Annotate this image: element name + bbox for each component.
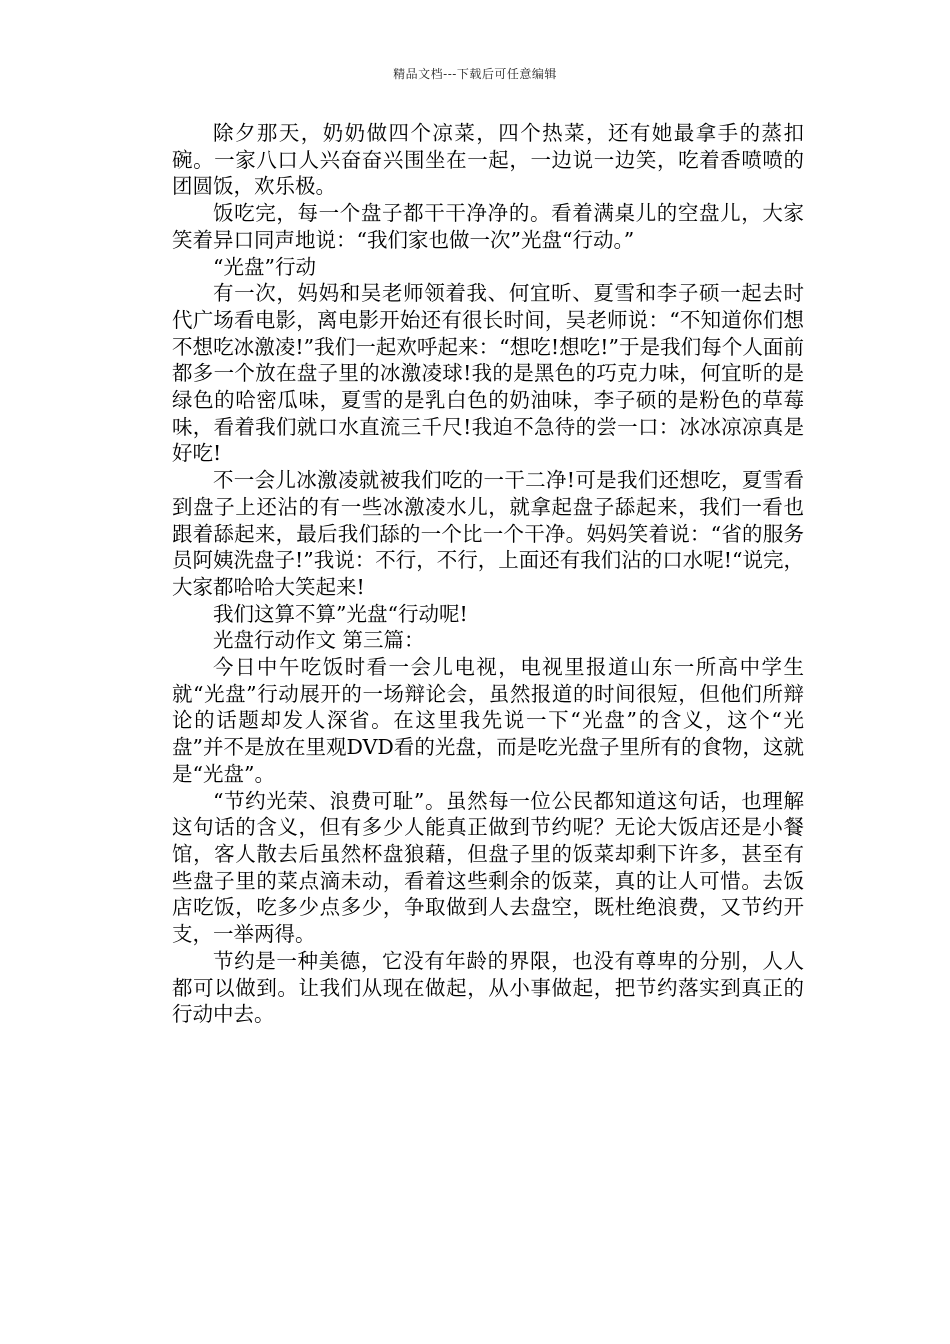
paragraph-8: 节约是一种美德，它没有年龄的界限，也没有尊卑的分别，人人都可以做到。让我们从现在做起，从小事做起，把节约落实到真正的行动中去。: [172, 948, 804, 1027]
section-title-third: 光盘行动作文 第三篇：: [213, 628, 425, 653]
paragraph-6: 今日中午吃饭时看一会儿电视，电视里报道山东一所高中学生就“光盘”行动展开的一场辩论会，虽然报道的时间很短，但他们所辩论的话题却发人深省。在这里我先说一下“光盘”的含义，这个“光盘”并不是放在里观DVD看的光盘，而是吃光盘子里所有的食物，这就是“光盘”。: [172, 655, 804, 786]
paragraph-7: “节约光荣、浪费可耻”。虽然每一位公民都知道这句话，也理解这句话的含义，但有多少人能真正做到节约呢？无论大饭店还是小餐馆，客人散去后虽然杯盘狼藉，但盘子里的饭菜却剩下许多，甚至有些盘子里的菜点滴未动，看着这些剩余的饭菜，真的让人可惜。去饭店吃饭，吃多少点多少，争取做到人去盘空，既杜绝浪费，又节约开支，一举两得。: [172, 788, 804, 947]
paragraph-1: 除夕那天，奶奶做四个凉菜，四个热菜，还有她最拿手的蒸扣碗。一家八口人兴奋奋兴围坐在一起，一边说一边笑，吃着香喷喷的团圆饭，欢乐极。: [172, 121, 804, 199]
paragraph-5: 我们这算不算”光盘“行动呢!: [213, 601, 468, 626]
document-body: [172, 120, 804, 1028]
paragraph-4: 不一会儿冰激凌就被我们吃的一干二净!可是我们还想吃，夏雪看到盘子上还沾的有一些冰激凌水儿，就拿起盘子舔起来，我们一看也跟着舔起来，最后我们舔的一个比一个干净。妈妈笑着说：“省的服务员阿姨洗盘子!”我说：不行，不行，上面还有我们沾的口水呢!“说完，大家都哈哈大笑起来!: [172, 468, 804, 599]
paragraph-3: 有一次，妈妈和吴老师领着我、何宜昕、夏雪和李子硕一起去时代广场看电影，离电影开始还有很长时间，吴老师说：“不知道你们想不想吃冰激凌!”我们一起欢呼起来：“想吃!想吃!”于是我们每个人面前都多一个放在盘子里的冰激凌球!我的是黑色的巧克力味，何宜昕的是绿色的哈密瓜味，夏雪的是乳白色的奶油味，李子硕的是粉色的草莓味，看着我们就口水直流三千尺!我迫不急待的尝一口：冰冰凉凉真是好吃!: [172, 281, 804, 466]
paragraph-2: 饭吃完，每一个盘子都干干净净的。看着满桌儿的空盘儿，大家笑着异口同声地说：“我们家也做一次”光盘“行动。”: [172, 201, 804, 252]
page-header: 精品文档---下载后可任意编辑: [393, 67, 557, 81]
section-title-guangpan: “光盘”行动: [213, 254, 316, 279]
